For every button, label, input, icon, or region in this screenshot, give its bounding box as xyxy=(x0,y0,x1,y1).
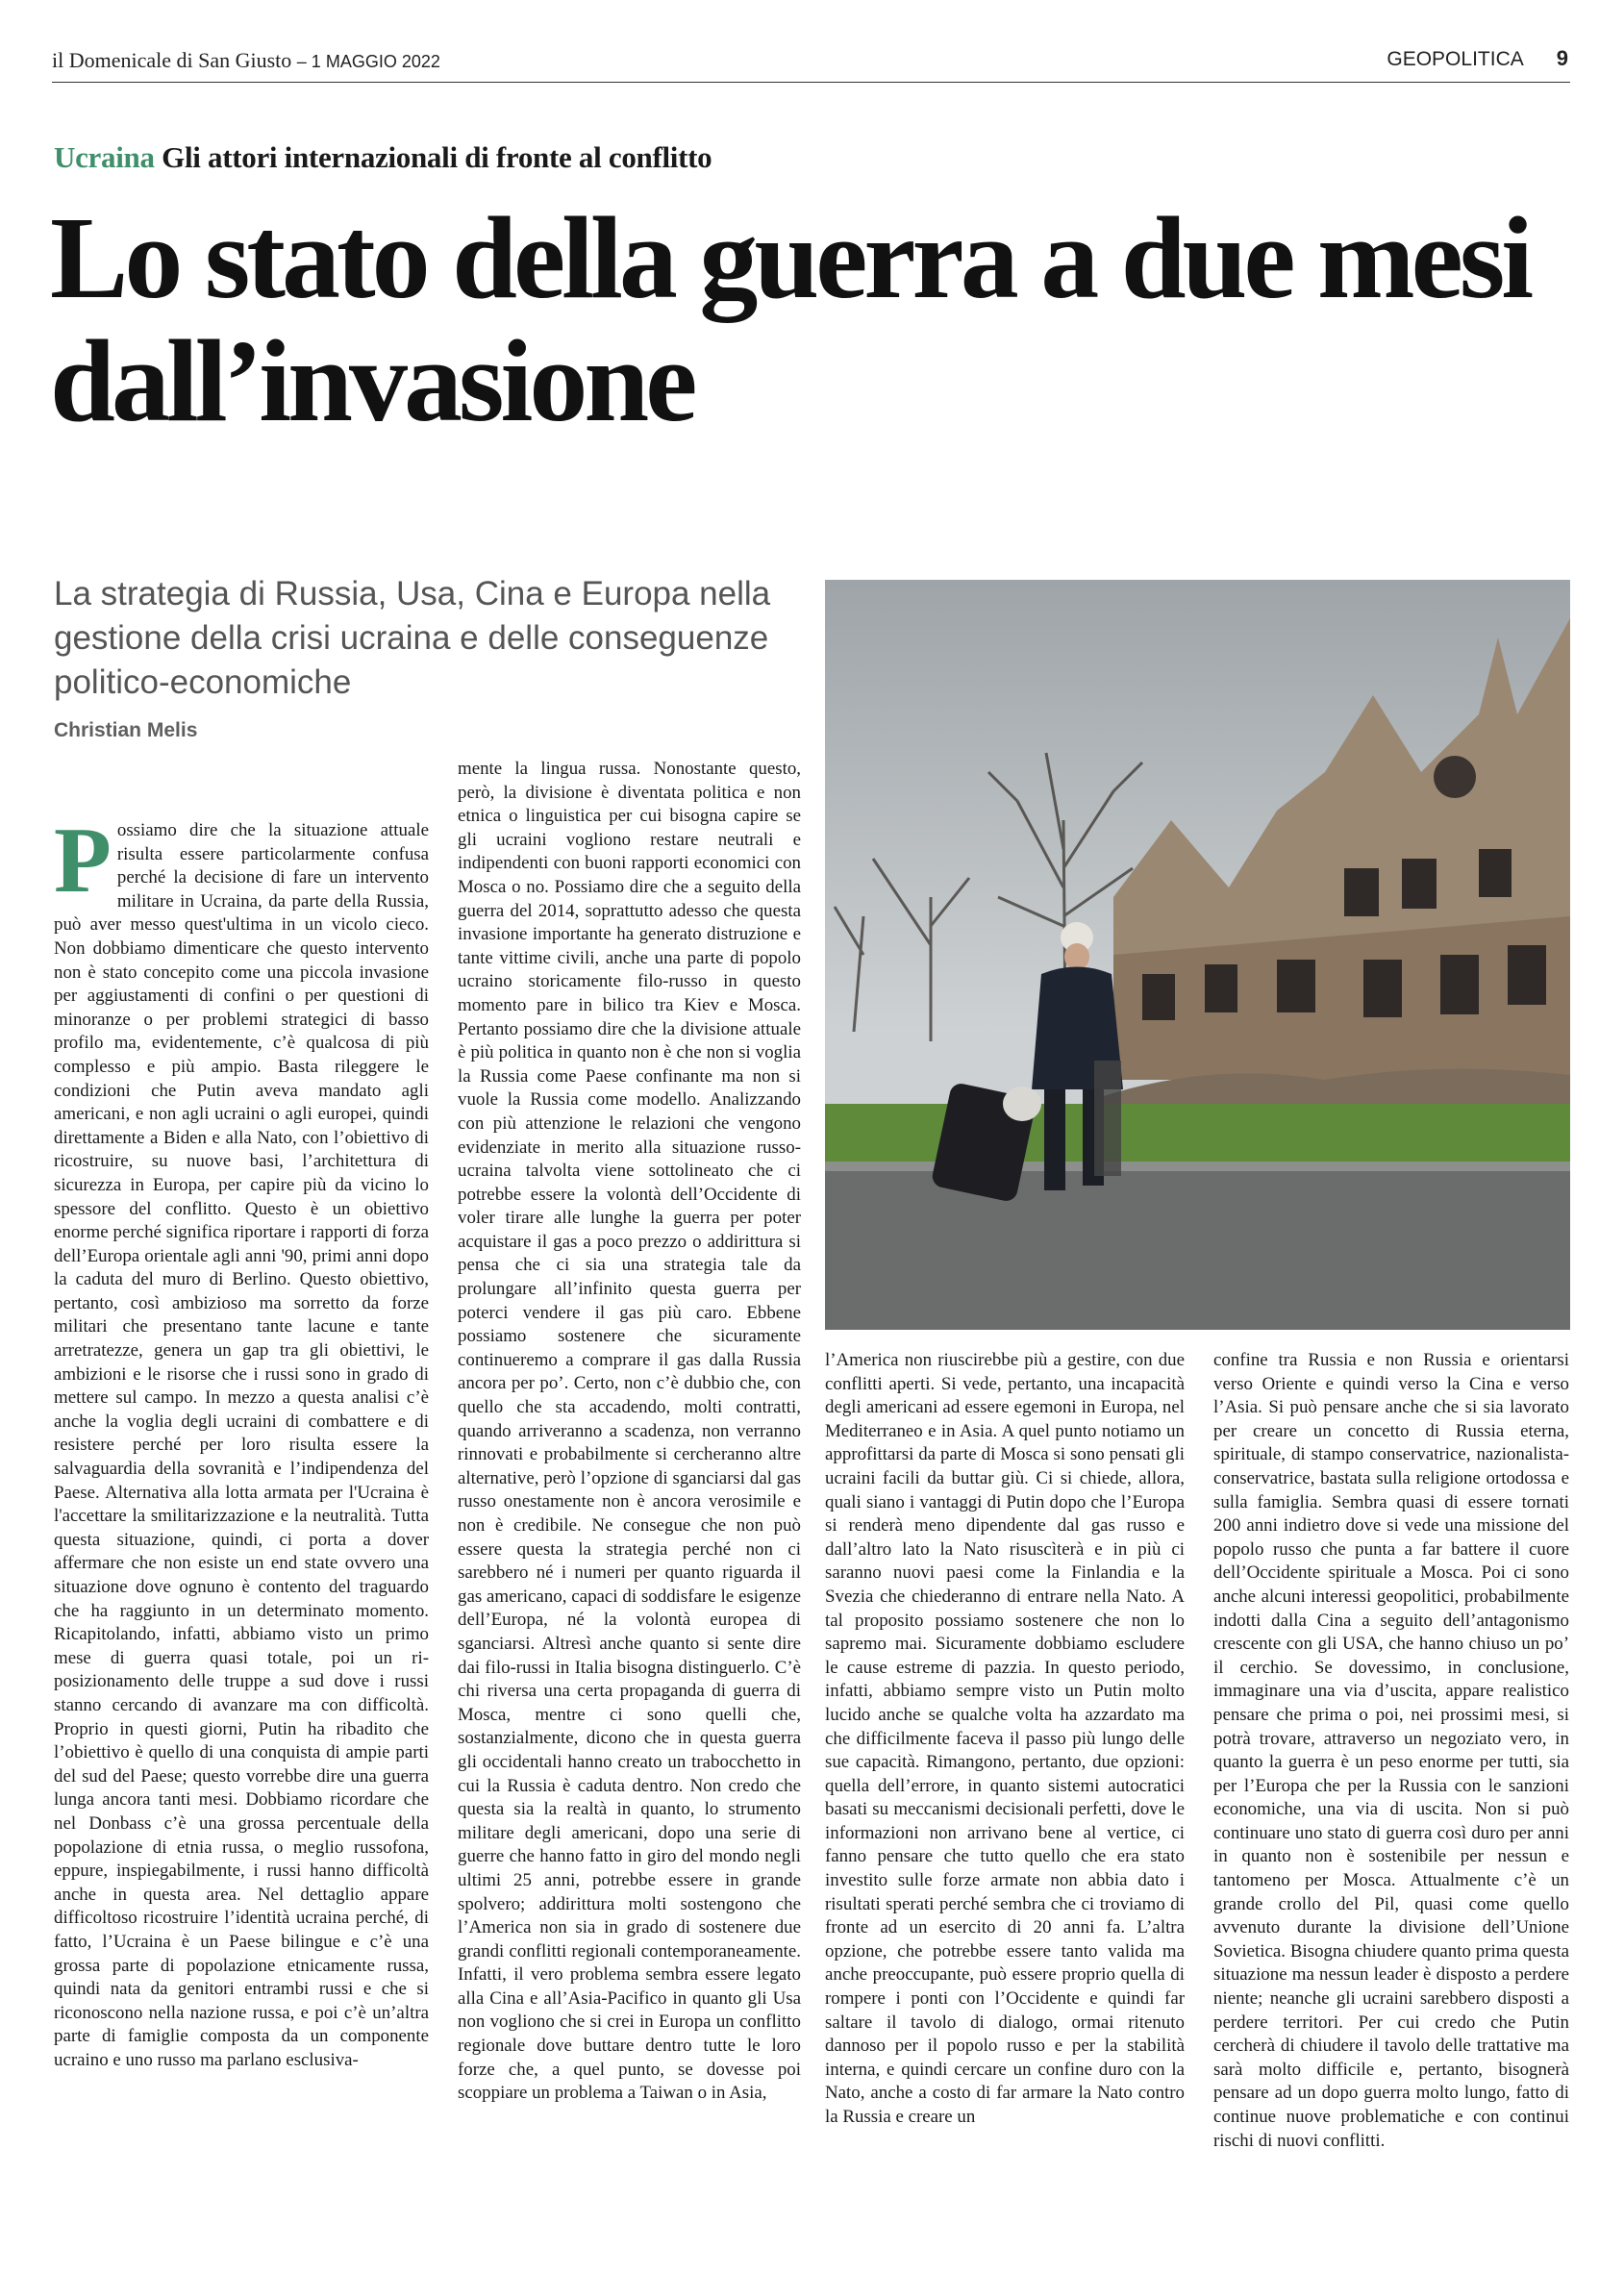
issue-date: – 1 MAGGIO 2022 xyxy=(296,52,440,71)
column-4-text: confine tra Russia e non Russia e orientarsi verso Oriente e quindi verso la Cina e verso l’Asia. Si può pensare anche che si sia lavorato per creare un concetto di Russia eterna, spirituale, di stampo conservatrice, nazionalista-conservatrice, bastata sulla religione ortodossa e sulla famiglia. Sembra quasi di essere tornati 200 anni indietro dove si vede una missione del popolo russo che punta a far battere il cuore dell’Occidente spirituale a Mosca. Poi ci sono anche alcuni interessi geopolitici, probabilmente indotti dalla Cina a seguito dell’antagonismo crescente con gli USA, che hanno chiuso un po’ il cerchio. Se dovessimo, in conclusione, immaginare una via d’uscita, appare realistico pensare che prima o poi, nei prossimi mesi, si potrà trovare, attraverso un negoziato vero, in quanto la guerra è un peso enorme per tutti, sia per l’Europa che per la Russia con le sanzioni economiche, una via di uscita. Non si può continuare uno stato di guerra così duro per anni in quanto non è sostenibile per nessun e tantomeno per Mosca. Attualmente c’è un grande crollo del Pil, quasi come quello avvenuto durante la divisione dell’Unione Sovietica. Bisogna chiudere quanto prima questa situazione ma nessun leader è disposto a perdere niente; neanche gli ucraini sarebbero disposti a perdere territori. Per cui credo che Putin cercherà di chiudere il tavolo delle trattative ma sarà molto difficile e, pertanto, bisognerà pensare ad un dopo guerra molto lungo, fatto di continue nuove problematiche e con continui rischi di nuovi conflitti. xyxy=(1213,1350,1569,2151)
article-photo xyxy=(825,580,1570,1330)
kicker-tag: Ucraina xyxy=(54,140,155,174)
header-rule xyxy=(52,82,1570,83)
article-column-4 xyxy=(1213,1349,1569,2153)
dropcap: P xyxy=(54,809,112,912)
publication-name: il Domenicale di San Giusto xyxy=(52,48,292,72)
section-name: GEOPOLITICA xyxy=(1387,48,1524,70)
column-2-text: mente la lingua russa. Nonostante questo, però, la divisione è diventata politica e non etnica o linguistica per cui bisogna capire se gli ucraini vogliono restare neutrali e indipendenti con buoni rapporti economici con Mosca o no. Possiamo dire che a seguito della guerra del 2014, soprattutto adesso che questa invasione importante ha generato distruzione e tante vittime civili, anche una parte di popolo ucraino storicamente filo-russo in questo momento pare in bilico tra Kiev e Mosca. Pertanto possiamo dire che la divisione attuale è più politica in quanto non è che non si voglia la Russia come Paese confinante ma non si vuole la Russia come modello. Analizzando con più attenzione le relazioni che vengono evidenziate in merito alla situazione russo-ucraina talvolta viene sottolineato che ci potrebbe essere la volontà dell’Occidente di voler tirare alle lunghe la guerra per poter acquistare il gas a poco prezzo o addirittura si pensa che ci sia una strategia tale da prolungare all’infinito questa guerra per poterci vendere il gas più caro. Ebbene possiamo sostenere che sicuramente continueremo a comprare il gas dalla Russia ancora per po’. Certo, non c’è dubbio che, con quello che sta accadendo, molti contratti, quando arriveranno a scadenza, non verranno rinnovati e probabilmente si cercheranno altre alternative, però l’opzione di sganciarsi dal gas russo onestamente non è ancora verosimile e non è credibile. Ne consegue che non può essere questa la strategia perché non ci sarebbero né i numeri per quanto riguarda il gas americano, capaci di soddisfare le esigenze dell’Europa, né la volontà europea di sganciarsi. Altresì anche quanto si sente dire dai filo-russi in Italia bisogna distinguerlo. C’è chi riversa una certa propaganda di guerra di Mosca, mentre ci sono quelli che, sostanzialmente, dicono che in questa guerra gli occidentali hanno creato un trabocchetto in cui la Russia è caduta dentro. Non credo che questa sia la realtà in quanto, lo strumento militare degli americani, dopo una serie di guerre che hanno fatto in giro del mondo negli ultimi 25 anni, potrebbe essere in grande spolvero; addirittura molti sostengono che l’America non sia in grado di sostenere due grandi conflitti regionali contemporaneamente. Infatti, il vero problema sembra essere legato alla Cina e all’Asia-Pacifico in quanto gli Usa non vogliono che si crei in Europa un conflitto regionale dove buttare dentro tutte le loro forze che, a quel punto, se dovesse poi scoppiare un problema a Taiwan o in Asia, xyxy=(458,759,801,2104)
running-header xyxy=(52,48,440,73)
section-header xyxy=(1387,46,1568,71)
subheadline: La strategia di Russia, Usa, Cina e Europa nella gestione della crisi ucraina e delle conseguenze politico-economiche xyxy=(54,575,771,701)
byline: Christian Melis xyxy=(54,719,198,741)
article-column-3 xyxy=(825,1349,1185,2130)
war-damaged-building-photo-icon xyxy=(825,580,1570,1330)
page-number: 9 xyxy=(1556,46,1568,70)
column-3-text: l’America non riuscirebbe più a gestire, con due conflitti aperti. Si vede, pertanto, una incapacità degli americani ad essere egemoni in Europa, nel Mediterraneo e in Asia. A quel punto notiamo un approfittarsi da parte di Mosca si sono pensati gli ucraini facili da buttar giù. Ci si chiede, allora, quali siano i vantaggi di Putin dopo che l’Europa si renderà meno dipendente dal gas russo e dall’altro lato la Nato risuscìterà e in più ci saranno nuovi paesi come la Finlandia e la Svezia che chiederanno di entrare nella Nato. A tal proposito possiamo sostenere che non lo sapremo mai. Sicuramente dobbiamo escludere le cause estreme di pazzia. In questo periodo, infatti, abbiamo sempre visto un Putin molto lucido anche se qualche volta ha azzardato ma che difficilmente faceva il passo più lungo delle sue capacità. Rimangono, pertanto, due opzioni: quella dell’errore, in quanto sistemi autocratici basati su meccanismi decisionali perfetti, dove le informazioni non arrivano bene al vertice, ci fanno pensare che tutto quello che era stato investito sulle forze armate non abbia dato i risultati sperati perché sembra che ci troviamo di fronte ad un esercito di 20 anni fa. L’altra opzione, che potrebbe essere tanto valida ma anche preoccupante, può essere proprio quella di rompere i ponti con l’Occidente e quindi far saltare il tavolo di dialogo, ormai ritenuto dannoso per il popolo russo e per la stabilità interna, e quindi cercare un confine duro con la Nato, anche a costo di far armare la Nato contro la Russia e creare un xyxy=(825,1350,1185,2127)
kicker xyxy=(54,140,712,175)
article-column-2 xyxy=(458,758,801,2106)
article-column-1 xyxy=(54,809,429,2072)
column-1-text: ossiamo dire che la situazione attuale risulta essere particolarmente confusa perché la decisione di fare un intervento militare in Ucraina, da parte della Russia, può aver messo quest'ultima in un vicolo cieco. Non dobbiamo dimenticare che questo intervento non è stato concepito come una piccola invasione per aggiustamenti di confini o per questioni di minoranze o per problemi strategici di basso profilo ma, evidentemente, c’è qualcosa di più complesso e più ampio. Basta rileggere le condizioni che Putin aveva mandato agli americani, e non agli ucraini o agli europei, quindi direttamente a Biden e alla Nato, con l’obiettivo di ricostruire, su nuove basi, l’architettura di sicurezza in Europa, per capire più da vicino lo spessore del conflitto. Questo è un obiettivo enorme perché significa riportare i rapporti di forza dell’Europa orientale agli anni '90, primi anni dopo la caduta del muro di Berlino. Questo obiettivo, pertanto, così ambizioso ma sorretto da forze militari che presentano tante lacune e tante arretratezze, genera un gap tra gli obiettivi, le ambizioni e le risorse che i russi sono in grado di mettere sul campo. In mezzo a questa analisi c’è anche la voglia degli ucraini di combattere e di resistere perché per loro risulta essere la salvaguardia della sovranità e l’indipendenza del Paese. Alternativa alla lotta armata per l'Ucraina è l'accettare la smilitarizzazione e la neutralità. Tutta questa situazione, quindi, ci porta a dover affermare che non esiste un end state ovvero una situazione dove ognuno è contento del traguardo che ha raggiunto in un determinato momento. Ricapitolando, infatti, abbiamo visto un primo mese di guerra quasi totale, poi un ri-posizionamento delle truppe a sud dove i russi stanno cercando di avanzare ma con difficoltà. Proprio in questi giorni, Putin ha ribadito che l’obiettivo è quello di una conquista di ampie parti del sud del Paese; questo vorrebbe dire una guerra lunga ancora tanti mesi. Dobbiamo ricordare che nel Donbass c’è una grossa percentuale della popolazione di etnia russa, o meglio russofona, eppure, inspiegabilmente, i russi hanno difficoltà anche in questa area. Nel dettaglio appare difficoltoso ricostruire l’identità ucraina perché, di fatto, l’Ucraina è un Paese bilingue e c’è una grossa parte di popolazione etnicamente russa, quindi nata da genitori entrambi russi e che si riconoscono nella nazione russa, e poi c’è un’altra parte di famiglie composta da un componente ucraino e uno russo ma parlano esclusiva- xyxy=(54,820,429,2070)
headline: Lo stato della guerra a due mesi dall’invasione xyxy=(50,193,1531,446)
kicker-text: Gli attori internazionali di fronte al conflitto xyxy=(162,140,712,174)
